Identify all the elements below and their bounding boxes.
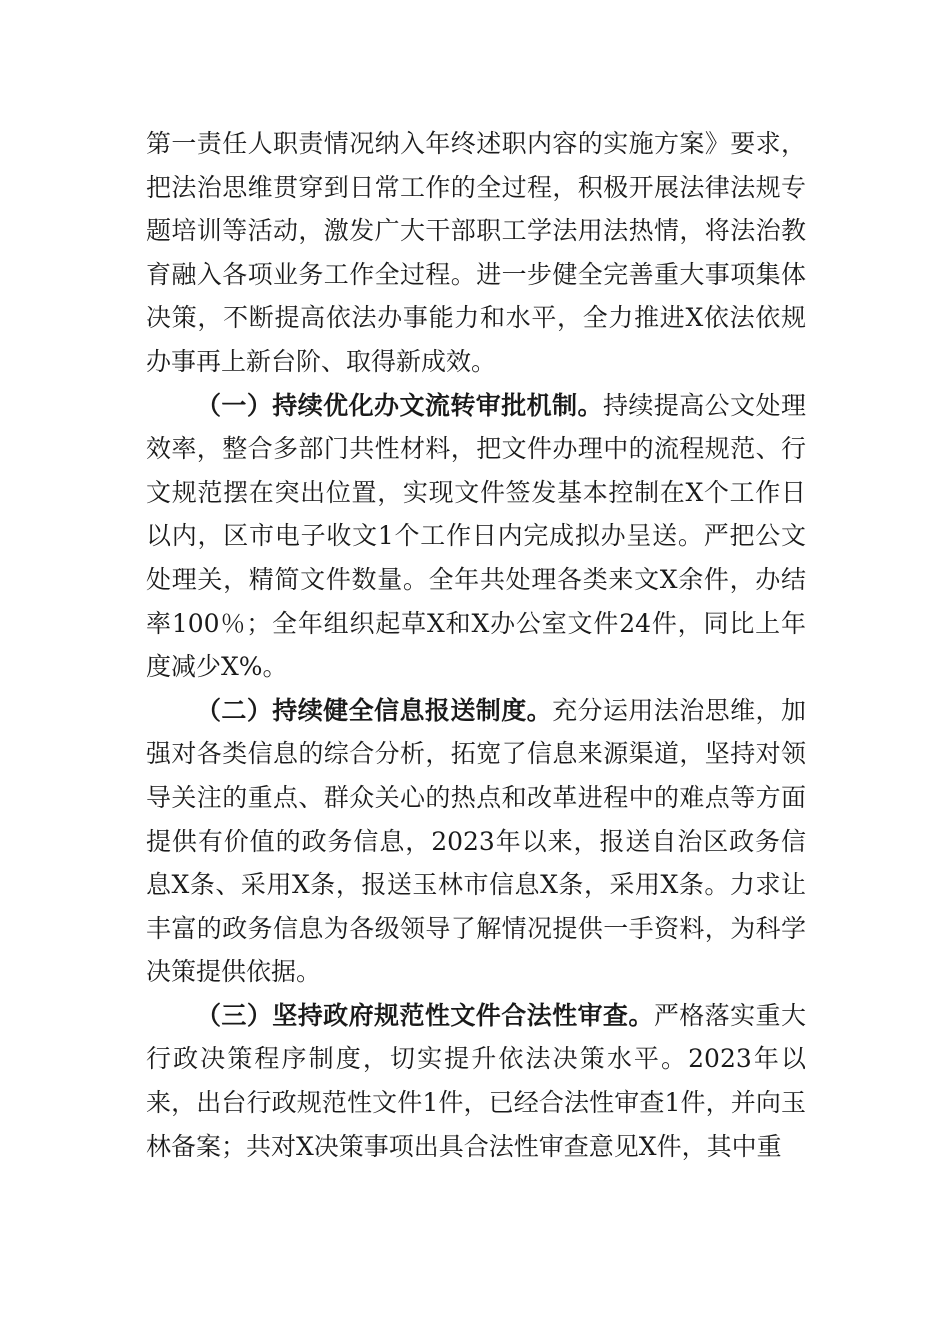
section-heading: （三）坚持政府规范性文件合法性审查。 [196,1000,654,1030]
paragraph-body: 第一责任人职责情况纳入年终述职内容的实施方案》要求，把法治思维贯穿到日常工作的全过程，积极开展法律法规专题培训等活动，激发广大干部职工学法用法热情，将法治教育融入各项业务工作全过程。进一步健全完善重大事项集体决策，不断提高依法办事能力和水平，全力推进X依法依规办事再上新台阶、取得新成效。 [146,129,806,376]
paragraph-section-3 [146,994,806,1168]
document-body [146,122,806,1168]
paragraph-section-2 [146,689,806,994]
paragraph-section-1 [146,384,806,689]
paragraph-body: 充分运用法治思维，加强对各类信息的综合分析，拓宽了信息来源渠道，坚持对领导关注的重点、群众关心的热点和改革进程中的难点等方面提供有价值的政务信息，2023年以来，报送自治区政务信息X条、采用X条，报送玉林市信息X条，采用X条。力求让丰富的政务信息为各级领导了解情况提供一手资料，为科学决策提供依据。 [146,695,806,987]
paragraph-body: 严格落实重大行政决策程序制度，切实提升依法决策水平。2023年以来，出台行政规范性文件1件，已经合法性审查1件，并向玉林备案；共对X决策事项出具合法性审查意见X件，其中重 [146,1000,806,1161]
paragraph-intro [146,122,806,384]
section-heading: （二）持续健全信息报送制度。 [196,695,553,725]
paragraph-body: 持续提高公文处理效率，整合多部门共性材料，把文件办理中的流程规范、行文规范摆在突出位置，实现文件签发基本控制在X个工作日以内，区市电子收文1个工作日内完成拟办呈送。严把公文处理关，精简文件数量。全年共处理各类来文X余件，办结率100％；全年组织起草X和X办公室文件24件，同比上年度减少X%。 [146,390,806,682]
section-heading: （一）持续优化办文流转审批机制。 [196,390,603,420]
